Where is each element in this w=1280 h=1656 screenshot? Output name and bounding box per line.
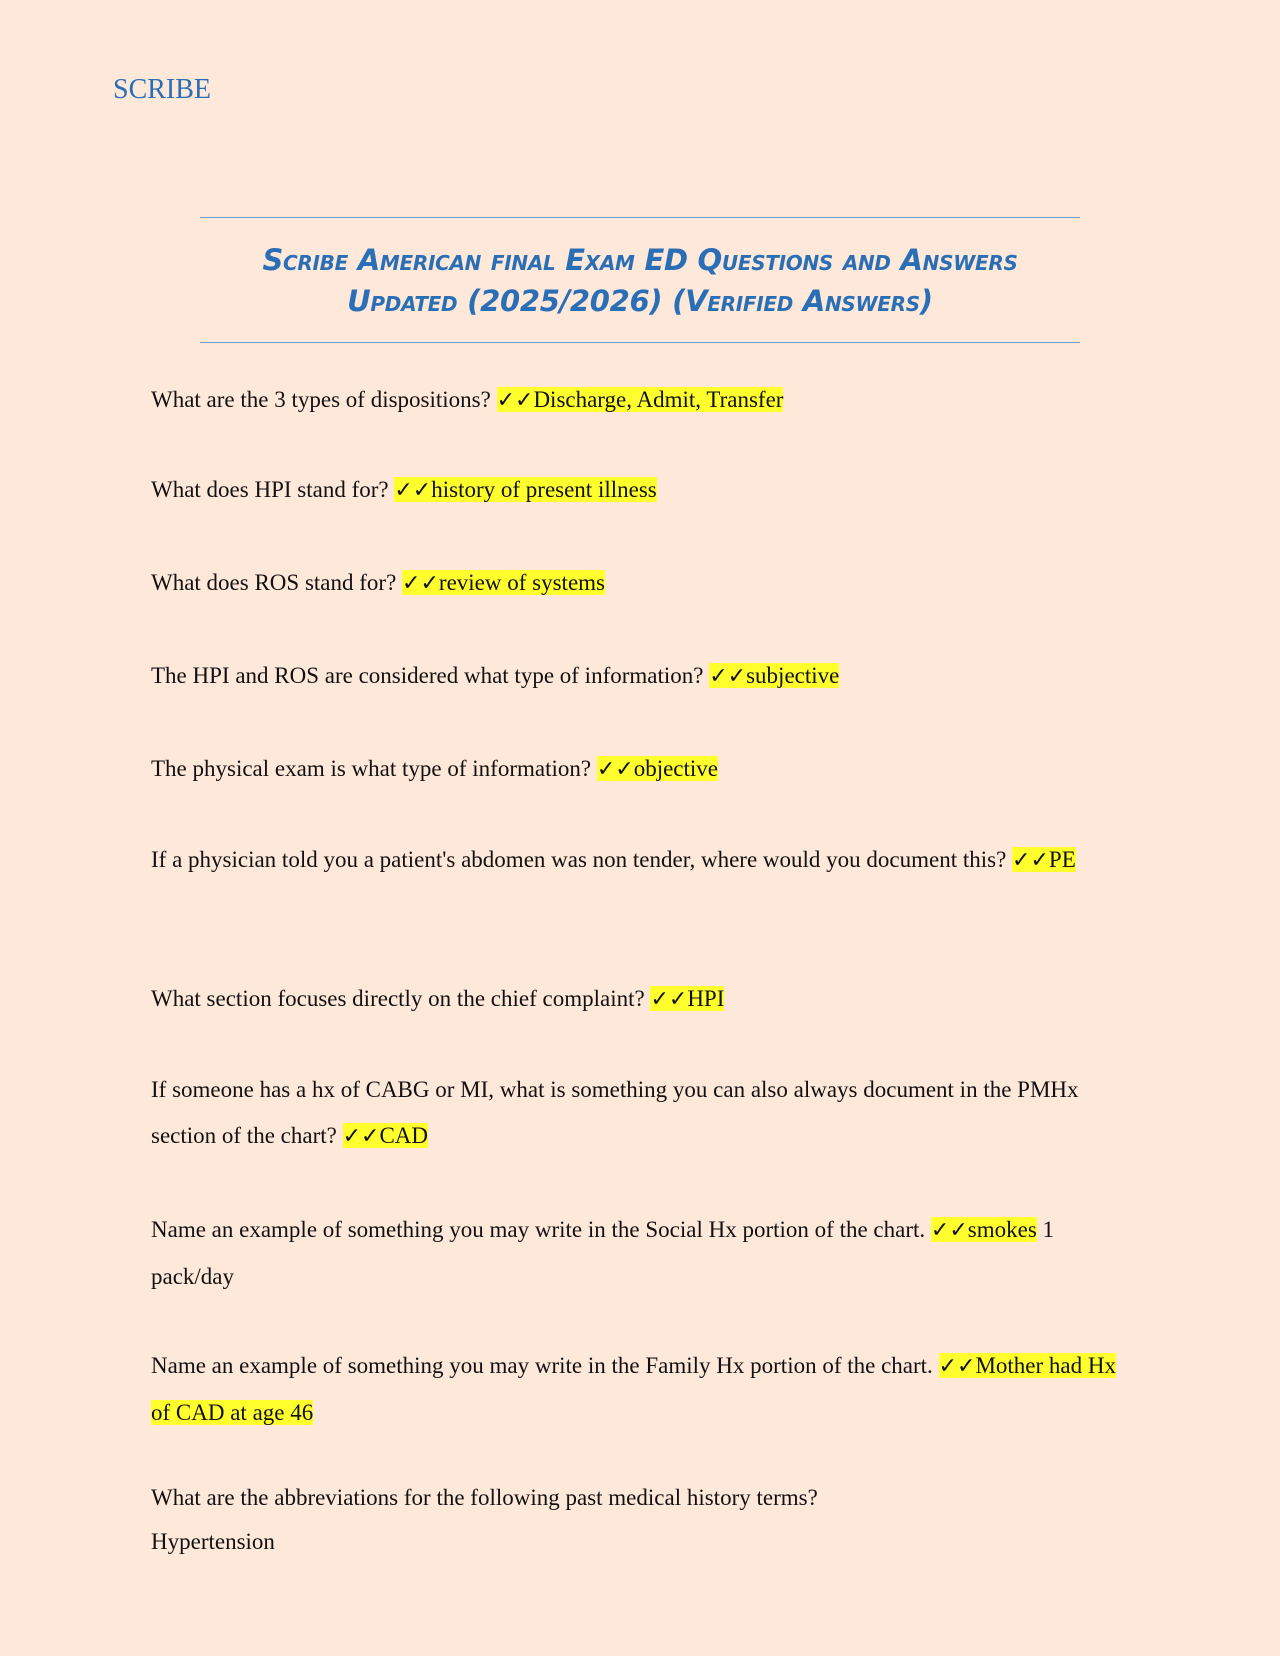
answer-text: HPI [687,986,725,1011]
double-check-icon: ✓✓ [496,388,534,413]
document-title [200,240,1080,322]
answer-tail-text: 1 pack/day [151,1217,1055,1289]
qa-item [151,1343,1131,1436]
double-check-icon: ✓✓ [650,987,688,1012]
answer-highlight [650,986,724,1011]
double-check-icon: ✓✓ [402,571,439,596]
question-text: The physical exam is what type of information? [151,756,597,781]
qa-item [151,467,1131,514]
question-text: If someone has a hx of CABG or MI, what is something you can also always document in the PMHx section of the chart? [151,1077,1079,1148]
question-text: The HPI and ROS are considered what type of information? [151,663,710,688]
title-bottom-rule [200,342,1080,343]
question-text: What does ROS stand for? [151,570,403,595]
title-line-1: Scribe American final Exam ED Questions and Answers [262,243,1018,277]
answer-highlight [343,1123,428,1148]
answer-highlight [402,570,605,595]
qa-item-last [151,1476,1131,1564]
answer-text: review of systems [438,570,605,595]
double-check-icon: ✓✓ [342,1124,380,1149]
answer-highlight [709,663,839,688]
double-check-icon: ✓✓ [930,1218,968,1243]
question-text: If a physician told you a patient's abdomen was non tender, where would you document this? [151,847,1013,872]
answer-text: PE [1048,847,1076,872]
qa-item [151,746,1131,793]
answer-text: objective [633,756,718,781]
double-check-icon: ✓✓ [938,1354,976,1379]
header-label: SCRIBE [113,74,212,105]
answer-text: smokes [967,1217,1037,1242]
question-text: Name an example of something you may write in the Social Hx portion of the chart. [151,1217,931,1242]
answer-highlight [394,477,656,502]
title-line-2: Updated (2025/2026) (Verified Answers) [347,284,933,318]
qa-item [151,976,1131,1023]
answer-text: CAD [379,1123,429,1148]
question-text: What are the 3 types of dispositions? [151,387,497,412]
answer-highlight [1012,847,1076,872]
double-check-icon: ✓✓ [709,664,747,689]
answer-highlight [931,1217,1037,1242]
qa-item [151,560,1131,607]
answer-highlight [497,387,784,412]
qa-item [151,377,1131,424]
answer-text: history of present illness [431,477,657,502]
question-text: Name an example of something you may write in the Family Hx portion of the chart. [151,1353,939,1378]
question-text: What section focuses directly on the chief complaint? [151,986,651,1011]
term-text: Hypertension [151,1529,275,1554]
qa-item [151,1207,1131,1300]
question-text: What are the abbreviations for the following past medical history terms? [151,1485,818,1510]
double-check-icon: ✓✓ [1012,848,1049,873]
qa-item [151,653,1131,700]
double-check-icon: ✓✓ [596,757,634,782]
question-text: What does HPI stand for? [151,477,395,502]
answer-highlight [597,756,718,781]
qa-item [151,837,1131,884]
answer-text: subjective [746,663,840,688]
title-top-rule [200,217,1080,218]
double-check-icon: ✓✓ [394,478,432,503]
answer-text: Discharge, Admit, Transfer [533,387,784,412]
qa-item [151,1067,1131,1160]
answer-text: Mother had Hx of CAD at age 46 [151,1353,1116,1425]
